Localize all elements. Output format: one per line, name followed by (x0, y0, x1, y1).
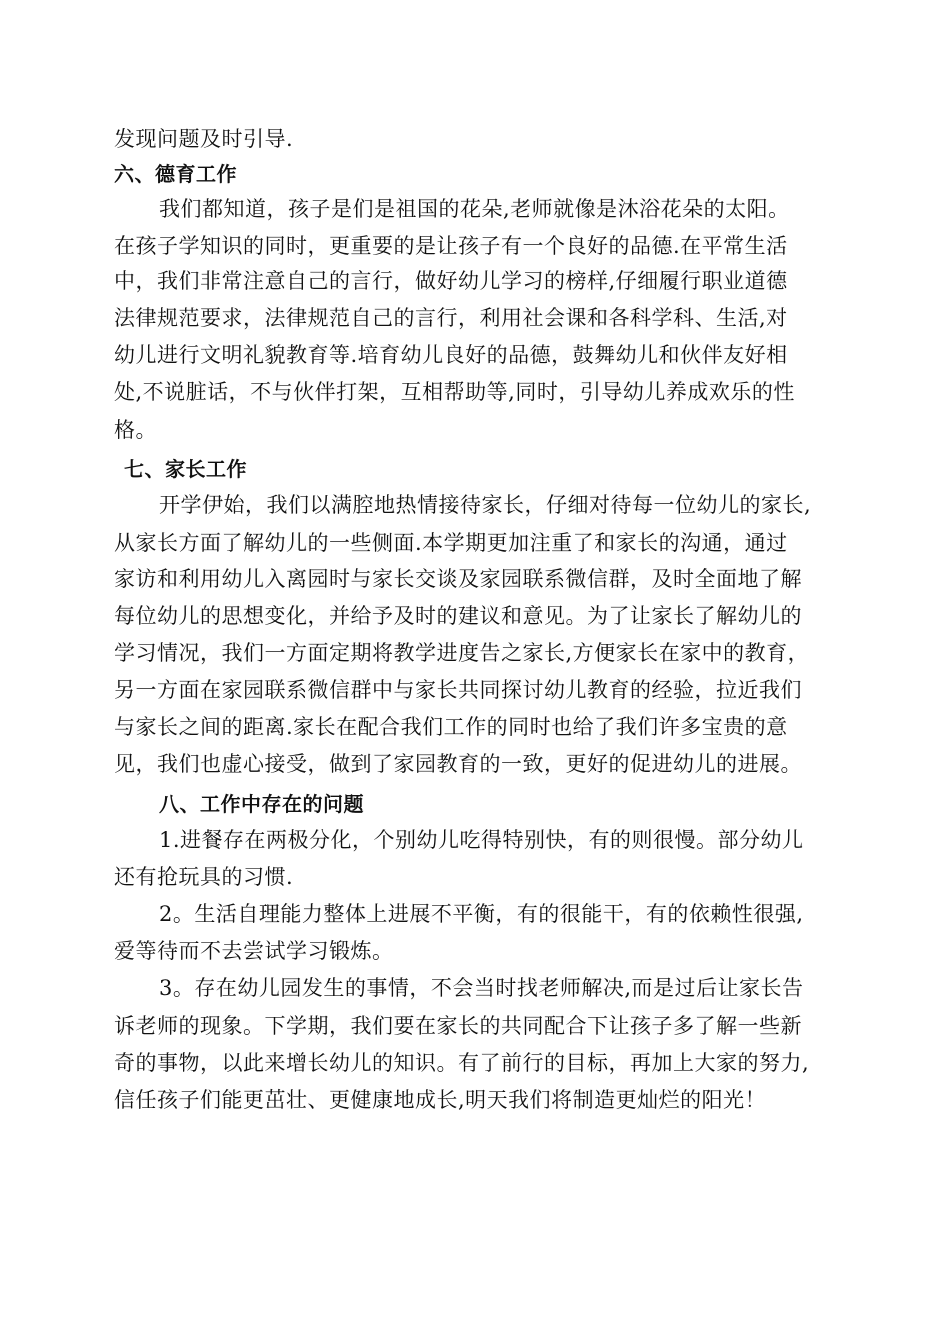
paragraph-line: 奇的事物，以此来增长幼儿的知识。有了前行的目标，再加上大家的努力, (114, 1051, 810, 1075)
section-heading-existing-problems: 八、工作中存在的问题 (159, 792, 364, 816)
paragraph-line: 见，我们也虚心接受，做到了家园教育的一致，更好的促进幼儿的进展。 (114, 752, 802, 776)
paragraph-line: 另一方面在家园联系微信群中与家长共同探讨幼儿教育的经验，拉近我们 (114, 678, 802, 702)
paragraph-line: 3。存在幼儿园发生的事情，不会当时找老师解决,而是过后让家长告 (159, 976, 804, 1000)
paragraph-line: 处,不说脏话，不与伙伴打架，互相帮助等,同时，引导幼儿养成欢乐的性 (114, 380, 795, 404)
paragraph-line: 2。生活自理能力整体上进展不平衡，有的很能干，有的依赖性很强, (159, 902, 804, 926)
paragraph-line: 1.进餐存在两极分化，个别幼儿吃得特别快，有的则很慢。部分幼儿 (159, 828, 804, 852)
paragraph-line: 信任孩子们能更茁壮、更健康地成长,明天我们将制造更灿烂的阳光！ (114, 1088, 767, 1112)
paragraph-line: 幼儿进行文明礼貌教育等.培育幼儿良好的品德，鼓舞幼儿和伙伴友好相 (114, 343, 788, 367)
paragraph-line: 格。 (114, 418, 157, 442)
paragraph-line: 诉老师的现象。下学期，我们要在家长的共同配合下让孩子多了解一些新 (114, 1014, 802, 1038)
paragraph-continuation: 发现问题及时引导. (114, 127, 294, 151)
paragraph-line: 我们都知道，孩子是们是祖国的花朵,老师就像是沐浴花朵的太阳。 (159, 197, 790, 221)
paragraph-line: 开学伊始，我们以满腔地热情接待家长，仔细对待每一位幼儿的家长, (159, 493, 812, 517)
paragraph-line: 爱等待而不去尝试学习锻炼。 (114, 939, 394, 963)
paragraph-line: 还有抢玩具的习惯. (114, 865, 294, 889)
paragraph-line: 中，我们非常注意自己的言行，做好幼儿学习的榜样,仔细履行职业道德 (114, 269, 788, 293)
section-heading-moral-education: 六、德育工作 (114, 162, 237, 186)
paragraph-line: 从家长方面了解幼儿的一些侧面.本学期更加注重了和家长的沟通，通过 (114, 531, 788, 555)
paragraph-line: 在孩子学知识的同时，更重要的是让孩子有一个良好的品德.在平常生活 (114, 234, 788, 258)
paragraph-line: 与家长之间的距离.家长在配合我们工作的同时也给了我们许多宝贵的意 (114, 715, 788, 739)
paragraph-line: 每位幼儿的思想变化，并给予及时的建议和意见。为了让家长了解幼儿的 (114, 604, 802, 628)
paragraph-line: 家访和利用幼儿入离园时与家长交谈及家园联系微信群，及时全面地了解 (114, 567, 802, 591)
paragraph-line: 法律规范要求，法律规范自己的言行，利用社会课和各科学科、生活,对 (114, 306, 788, 330)
paragraph-line: 学习情况，我们一方面定期将教学进度告之家长,方便家长在家中的教育， (114, 641, 810, 665)
section-heading-parent-work: 七、家长工作 (124, 457, 247, 481)
